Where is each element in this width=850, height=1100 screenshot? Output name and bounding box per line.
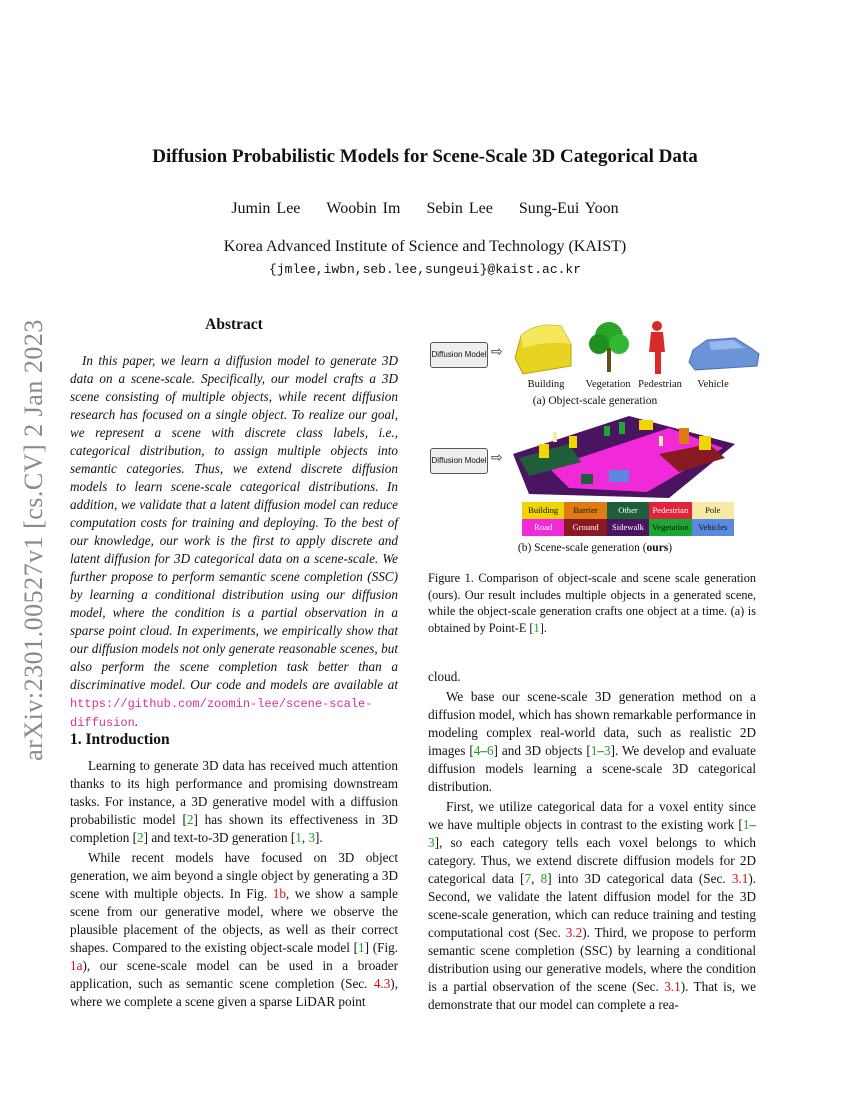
arrow-icon: ⇨ — [491, 344, 503, 360]
intro-paragraph-1: Learning to generate 3D data has received much attention thanks to its high performance and promising downstream tasks. For instance, a 3D generative model with a diffusion probabilistic model [2] has shown its effectiveness in 3D completion [2] and text-to-3D generation [1, 3]. — [70, 758, 398, 845]
author-emails: {jmlee,iwbn,seb.lee,sungeui}@kaist.ac.kr — [268, 262, 582, 277]
tree-render-icon — [589, 322, 629, 372]
legend-cell: Building — [522, 502, 564, 519]
scene-render — [509, 414, 739, 500]
citation-link[interactable]: 3 — [308, 830, 316, 845]
abstract-paragraph — [70, 352, 398, 732]
right-column-body — [428, 668, 756, 1016]
section-link[interactable]: 4.3 — [373, 976, 391, 991]
class-legend — [522, 502, 734, 536]
figure-1 — [425, 318, 765, 558]
object-renders — [509, 318, 765, 380]
right-paragraph-2: First, we utilize categorical data for a voxel entity since we have multiple objects in contrast to the existing work [1–3], so each category tells each voxel belongs to which category. Thus, we extend discrete diffusion models for 2D categorical data [7, 8] into 3D categorical data (Sec. 3.1). Second, we validate the latent diffusion model for the 3D scene-scale generation, which can reduce training and testing computational cost (Sec. 3.2). Third, we propose to perform semantic scene completion (SSC) by learning a conditional distribution using our generative models, where the condition is a partial observation of the scene (Sec. 3.1). That is, we demonstrate that our model can complete a rea- — [428, 799, 757, 1012]
introduction-body — [70, 757, 398, 1013]
subcaption-a: (a) Object-scale generation — [532, 395, 658, 407]
legend-cell: Barrier — [564, 502, 606, 519]
legend-cell: Vehicles — [692, 519, 734, 536]
citation-link[interactable]: 3 — [428, 835, 435, 850]
legend-cell: Other — [607, 502, 649, 519]
citation-link[interactable]: 1 — [590, 743, 598, 758]
intro-paragraph-2: While recent models have focused on 3D object generation, we aim beyond a single object by generating a 3D scene with multiple objects. In Fig. 1b, we show a sample scene from our generative model, where we observe the plausible placement of the objects, as well as their correct shapes. Compared to the existing object-scale model [1] (Fig. 1a), our scene-scale model can be used in a broader application, such as semantic scene completion (Sec. 4.3), where we complete a scene given a sparse LiDAR point — [70, 850, 399, 1009]
arrow-icon: ⇨ — [491, 450, 503, 466]
abstract-body — [70, 352, 398, 734]
abstract-text: In this paper, we learn a diffusion model to generate 3D data on a scene-scale. Specifically, our model crafts a 3D scene consisting of multiple objects, while recent diffusion research has focused on a single object. To realize our goal, we represent a scene with discrete class labels, i.e., categorical distribution, to assign multiple objects into semantic categories. Thus, we extend discrete diffusion models to learn scene-scale categorical distributions. In addition, we validate that a latent diffusion model can reduce computation costs for training and deploying. To the best of our knowledge, our work is the first to apply discrete and latent diffusion for 3D categorical data on a scene-scale. We further propose to perform semantic scene completion (SSC) by learning a conditional distribution using our diffusion model, where the condition is a partial observation in a sparse point cloud. In experiments, we empirically show that our diffusion models not only generate reasonable scenes, but also perform the scene completion task better than a discriminative model. Our code and models are available at — [70, 353, 398, 692]
legend-cell: Sidewalk — [607, 519, 649, 536]
figure-1-caption: Figure 1. Comparison of object-scale and scene scale generation (ours). Our result includes multiple objects in a generated scene, while the object-scale generation crafts one object at a time. (a) is obtained by Point-E [1]. — [428, 571, 756, 635]
arxiv-stamp-text: arXiv:2301.00527v1 [cs.CV] 2 Jan 2023 — [19, 319, 48, 761]
author-name: Woobin Im — [326, 200, 401, 217]
author-name: Sebin Lee — [426, 200, 493, 217]
section-link[interactable]: 3.1 — [731, 871, 749, 886]
object-label: Vehicle — [697, 379, 729, 390]
citation-link[interactable]: 2 — [137, 830, 144, 845]
vehicle-render-icon — [689, 338, 759, 370]
author-list — [0, 200, 850, 218]
subcaption-b: (b) Scene-scale generation (ours) — [517, 542, 673, 554]
object-label: Vegetation — [585, 379, 631, 390]
object-label: Pedestrian — [638, 379, 682, 390]
citation-link[interactable]: 3 — [604, 743, 611, 758]
citation-link[interactable]: 1 — [742, 817, 750, 832]
citation-link[interactable]: 4 — [473, 743, 481, 758]
abstract-end: . — [134, 714, 139, 729]
citation-link[interactable]: 1 — [358, 940, 365, 955]
section-link[interactable]: 3.1 — [664, 979, 681, 994]
citation-link[interactable]: 6 — [486, 743, 494, 758]
abstract-heading: Abstract — [205, 316, 263, 333]
citation-link[interactable]: 1 — [533, 620, 540, 635]
legend-cell: Road — [522, 519, 564, 536]
legend-cell: Pole — [692, 502, 734, 519]
citation-link[interactable]: 1 — [295, 830, 302, 845]
citation-link[interactable]: 8 — [540, 871, 548, 886]
object-label: Building — [527, 379, 565, 390]
paper-title: Diffusion Probabilistic Models for Scene-Scale 3D Categorical Data — [152, 146, 698, 167]
legend-cell: Vegetation — [649, 519, 691, 536]
author-name: Jumin Lee — [231, 200, 301, 217]
arxiv-stamp — [4, 300, 64, 780]
right-paragraph-1: We base our scene-scale 3D generation method on a diffusion model, which has shown remarkable performance in modeling complex real-world data, such as realistic 2D images [4–6] and 3D objects [1–3]. We develop and evaluate diffusion models learning a scene-scale 3D categorical distribution. — [428, 689, 756, 794]
legend-cell: Ground — [564, 519, 606, 536]
diffusion-model-box: Diffusion Model — [430, 448, 488, 474]
pedestrian-render-icon — [649, 321, 665, 374]
affiliation: Korea Advanced Institute of Science and Technology (KAIST) — [223, 238, 627, 255]
code-link[interactable]: https://github.com/zoomin-lee/scene-scale-diffusion — [70, 697, 373, 730]
figure-link[interactable]: 1a — [70, 958, 83, 973]
right-paragraph-0: cloud. — [428, 669, 461, 684]
citation-link[interactable]: 2 — [186, 812, 194, 827]
section-heading-introduction: 1. Introduction — [70, 731, 170, 748]
section-link[interactable]: 3.2 — [565, 925, 583, 940]
legend-cell: Pedestrian — [649, 502, 691, 519]
author-name: Sung-Eui Yoon — [518, 200, 619, 217]
citation-link[interactable]: 7 — [524, 871, 532, 886]
diffusion-model-box: Diffusion Model — [430, 342, 488, 368]
figure-link[interactable]: 1b — [272, 886, 286, 901]
building-render-icon — [515, 325, 571, 374]
